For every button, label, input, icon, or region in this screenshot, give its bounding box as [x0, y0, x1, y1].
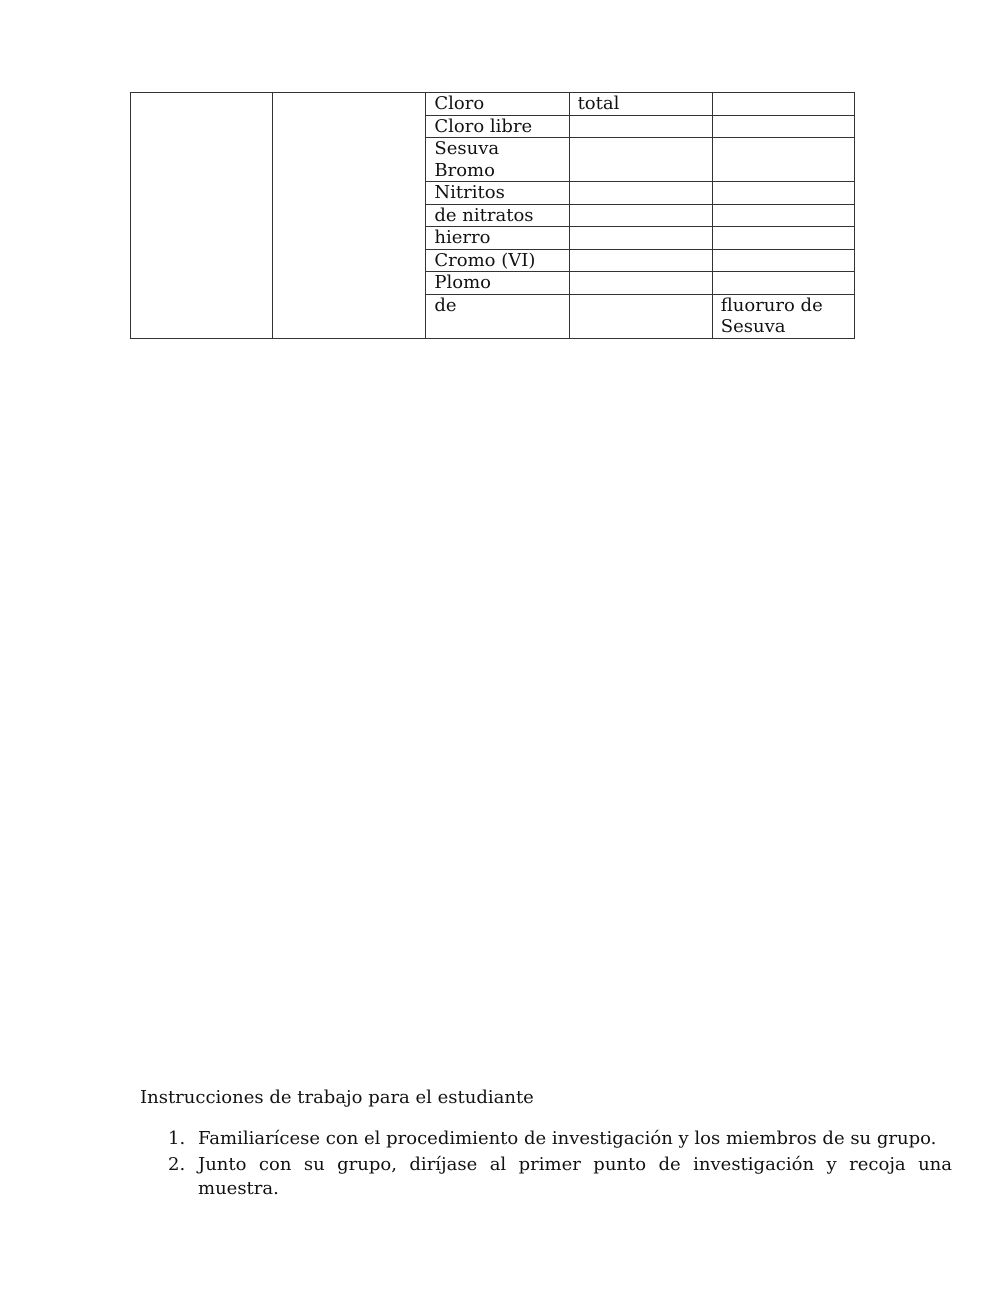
table-cell	[712, 93, 854, 116]
table-cell	[569, 204, 712, 227]
table-cell: Sesuva Bromo	[426, 138, 569, 182]
table-cell: hierro	[426, 227, 569, 250]
table-cell: Cloro libre	[426, 115, 569, 138]
table-cell	[712, 227, 854, 250]
table-cell: Cromo (VI)	[426, 249, 569, 272]
table-cell: Nitritos	[426, 182, 569, 205]
table-cell	[569, 138, 712, 182]
step-number: 2.	[168, 1154, 186, 1175]
table-cell	[569, 182, 712, 205]
table-cell	[712, 272, 854, 295]
table-cell: total	[569, 93, 712, 116]
instructions-heading: Instrucciones de trabajo para el estudiante	[140, 1087, 534, 1108]
table-cell-empty-col2	[273, 93, 426, 339]
table-cell	[712, 115, 854, 138]
table-row	[131, 93, 855, 116]
list-item	[140, 1153, 952, 1201]
step-text: Junto con su grupo, diríjase al primer punto de investigación y recoja una muestra.	[198, 1154, 952, 1199]
instructions-list	[140, 1127, 952, 1203]
list-item	[140, 1127, 952, 1151]
table-cell	[712, 249, 854, 272]
parameters-table	[130, 92, 855, 339]
table-cell	[569, 272, 712, 295]
table-cell: Cloro	[426, 93, 569, 116]
table-cell: fluoruro de Sesuva	[712, 294, 854, 338]
table-cell-empty-col1	[131, 93, 273, 339]
table-cell	[712, 138, 854, 182]
table-cell	[569, 294, 712, 338]
table-cell: Plomo	[426, 272, 569, 295]
table-cell	[712, 204, 854, 227]
table-cell: de	[426, 294, 569, 338]
table-cell	[569, 115, 712, 138]
table-cell	[712, 182, 854, 205]
step-number: 1.	[168, 1128, 186, 1149]
table-cell: de nitratos	[426, 204, 569, 227]
step-text: Familiarícese con el procedimiento de investigación y los miembros de su grupo.	[198, 1128, 937, 1149]
table-cell	[569, 249, 712, 272]
table-cell	[569, 227, 712, 250]
